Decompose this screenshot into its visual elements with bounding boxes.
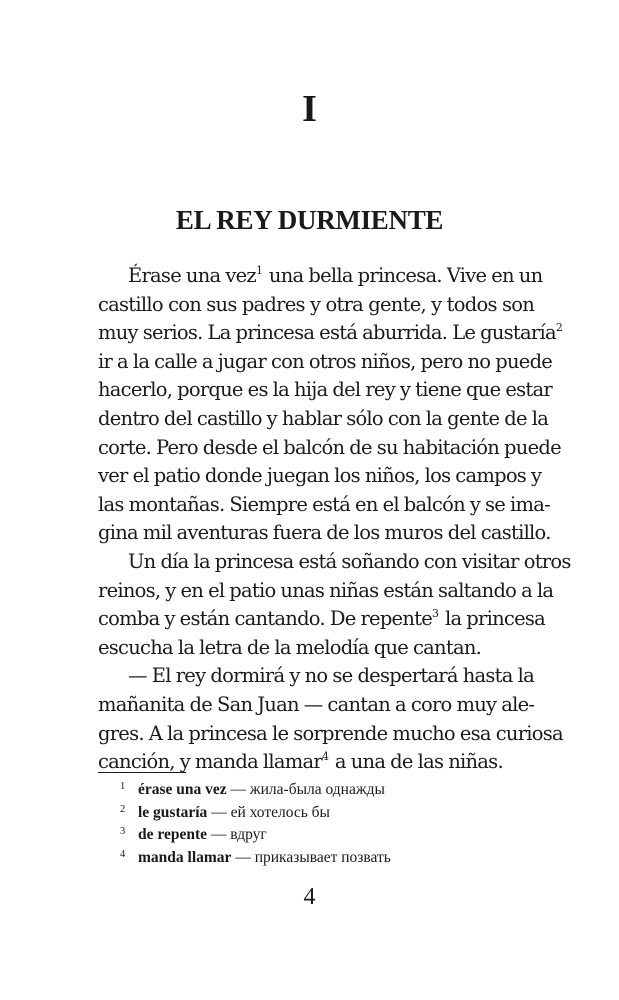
text-line: [98, 262, 543, 291]
text-line: [98, 605, 545, 634]
text-line: [98, 548, 571, 577]
footnote-item: 1 érase una vez — жила-была однажды: [120, 781, 385, 798]
footnote-term: de repente: [138, 826, 208, 844]
footnote-item: 2 le gustaría — ей хотелось бы: [120, 803, 330, 821]
text-line: [98, 691, 534, 720]
footnote-marker: 1: [255, 264, 263, 277]
footnote-translation: — вдруг: [207, 826, 267, 844]
footnote-item: 3 de repente — вдруг: [120, 826, 267, 844]
text-line: [98, 405, 549, 434]
chapter-number: I: [302, 88, 317, 130]
text-line: [98, 720, 563, 749]
text-segment: ir a la calle a jugar con otros niños, pero no puede: [98, 349, 553, 373]
text-segment: gina mil aventuras fuera de los muros del castillo.: [98, 521, 551, 545]
page-number: 4: [303, 884, 316, 910]
text-segment: castillo con sus padres y otra gente, y todos son: [98, 292, 534, 316]
footnote-translation: — приказывает позвать: [231, 848, 391, 866]
footnote-divider: [98, 772, 186, 773]
footnote-translation: — жила-была однажды: [226, 781, 385, 798]
text-line: [98, 291, 534, 320]
text-line: [98, 491, 550, 520]
text-segment: dentro del castillo y hablar sólo con la gente de la: [98, 406, 549, 430]
paragraph: [98, 262, 563, 548]
text-line: [98, 519, 551, 548]
footnote-term: manda llamar: [138, 848, 232, 866]
paragraph: [98, 548, 571, 662]
chapter-body: [98, 262, 571, 777]
text-segment: canción, y manda llamar: [98, 750, 322, 774]
text-segment: muy serios. La princesa está aburrida. Le gustaría: [98, 321, 556, 345]
text-segment: corte. Pero desde el balcón de su habitación puede: [98, 435, 561, 459]
text-segment: Érase una vez: [128, 264, 256, 287]
text-line: [98, 662, 534, 691]
paragraph: [98, 662, 563, 776]
text-segment: a una de las niñas.: [329, 750, 503, 774]
footnote-term: le gustaría: [138, 803, 208, 821]
text-line: [98, 319, 563, 348]
footnote-marker: 4: [321, 750, 329, 764]
text-segment: la princesa: [440, 607, 545, 631]
footnotes: [120, 779, 540, 869]
text-line: [98, 462, 542, 491]
text-segment: Un día la princesa está soñando con visitar otros: [128, 549, 571, 573]
text-line: [98, 348, 553, 377]
text-segment: hacerlo, porque es la hija del rey y tiene que estar: [98, 378, 552, 402]
footnote-marker: 2: [555, 321, 563, 335]
text-segment: — El rey dormirá y no se despertará hasta la: [128, 664, 534, 688]
footnote-item: 4 manda llamar — приказывает позвать: [120, 848, 391, 866]
footnote-translation: — ей хотелось бы: [207, 803, 330, 821]
text-line: [98, 434, 561, 463]
text-segment: mañanita de San Juan — cantan a coro muy ale-: [98, 692, 535, 716]
footnote-marker: 3: [432, 607, 440, 621]
text-line: [98, 376, 552, 405]
chapter-title: EL REY DURMIENTE: [175, 205, 444, 235]
text-segment: una bella princesa. Vive en un: [263, 264, 543, 287]
text-segment: escucha la letra de la melodía que cantan.: [98, 635, 482, 659]
text-line: [98, 634, 534, 663]
text-segment: ver el patio donde juegan los niños, los campos y: [98, 464, 542, 488]
footnote-term: érase una vez: [138, 781, 227, 798]
text-segment: las montañas. Siempre está en el balcón y se ima-: [98, 492, 550, 516]
text-segment: reinos, y en el patio unas niñas están saltando a la: [98, 578, 554, 602]
text-segment: comba y están cantando. De repente: [98, 607, 433, 631]
text-segment: gres. A la princesa le sorprende mucho esa curiosa: [98, 721, 563, 745]
text-line: [98, 577, 554, 606]
